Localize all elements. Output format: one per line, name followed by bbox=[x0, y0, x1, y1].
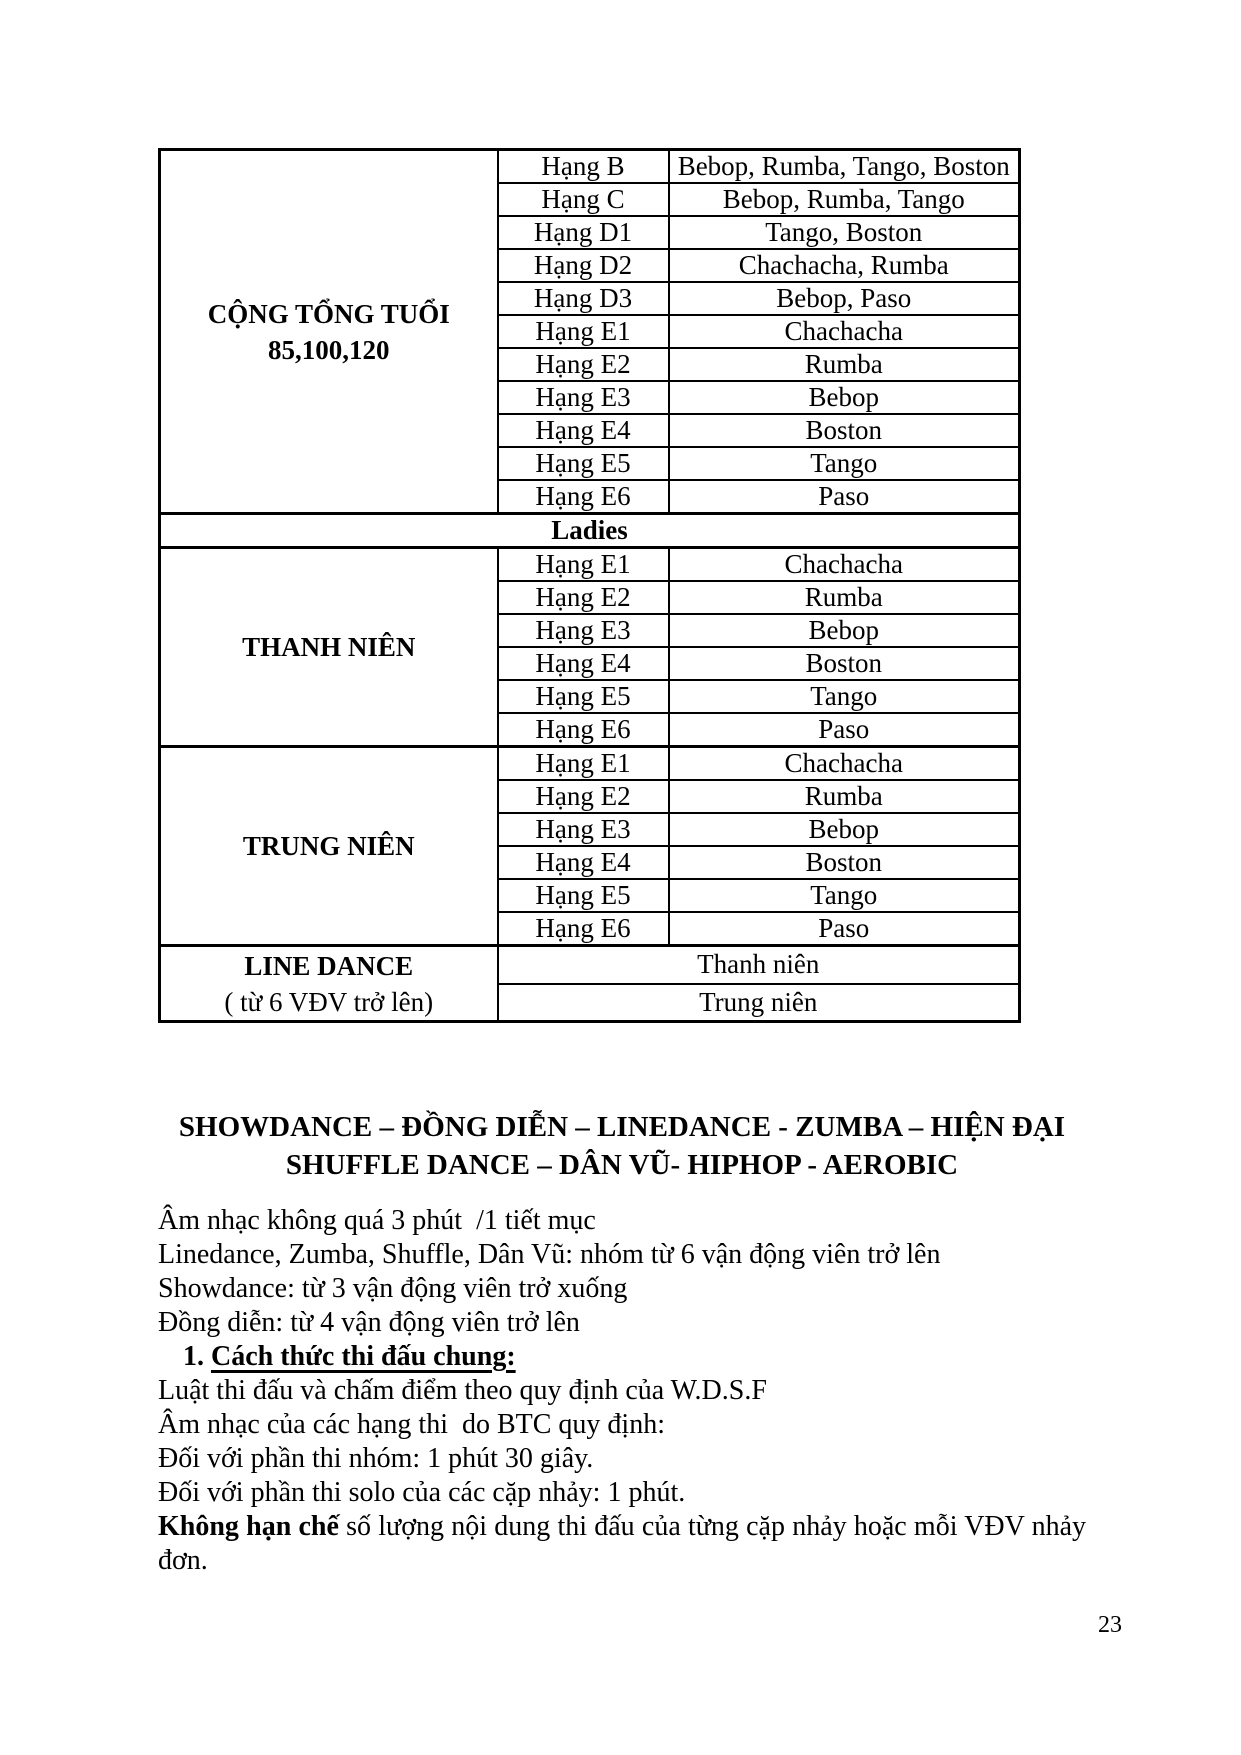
section-label-line: LINE DANCE bbox=[244, 950, 414, 981]
section-label-line: CỘNG TỔNG TUỔI bbox=[207, 298, 450, 329]
dance-categories-table bbox=[158, 148, 1021, 1023]
dances-cell: Chachacha bbox=[669, 747, 1020, 781]
category-cell: Hạng E3 bbox=[498, 614, 669, 647]
dance-table-body bbox=[160, 150, 1020, 1022]
dances-cell: Rumba bbox=[669, 780, 1020, 813]
body-line: Luật thi đấu và chấm điểm theo quy định của W.D.S.F bbox=[158, 1375, 767, 1406]
category-cell: Hạng B bbox=[498, 150, 669, 184]
section-label-cell bbox=[160, 946, 498, 1022]
dances-cell: Tango, Boston bbox=[669, 216, 1020, 249]
category-cell: Hạng E4 bbox=[498, 414, 669, 447]
dances-cell: Bebop, Rumba, Tango bbox=[669, 183, 1020, 216]
dances-cell: Rumba bbox=[669, 581, 1020, 614]
section-label-cell bbox=[160, 150, 498, 514]
final-paragraph-bold-lead: Không hạn chế bbox=[158, 1511, 339, 1542]
category-cell: Hạng E5 bbox=[498, 447, 669, 480]
category-cell: Hạng D2 bbox=[498, 249, 669, 282]
body-line: Đối với phần thi solo của các cặp nhảy: 1 phút. bbox=[158, 1477, 686, 1508]
section-label-line: ( từ 6 VĐV trở lên) bbox=[224, 986, 434, 1017]
section-label-cell bbox=[160, 548, 498, 747]
category-cell: Hạng E6 bbox=[498, 480, 669, 514]
table-row bbox=[160, 150, 1020, 184]
dances-cell: Boston bbox=[669, 414, 1020, 447]
body-line: Linedance, Zumba, Shuffle, Dân Vũ: nhóm từ 6 vận động viên trở lên bbox=[158, 1239, 941, 1270]
table-row bbox=[160, 946, 1020, 984]
dances-cell: Bebop, Rumba, Tango, Boston bbox=[669, 150, 1020, 184]
dances-cell: Boston bbox=[669, 647, 1020, 680]
table-row bbox=[160, 548, 1020, 582]
section-label-line: 85,100,120 bbox=[268, 334, 390, 365]
final-paragraph bbox=[158, 1510, 1093, 1578]
category-cell: Hạng E3 bbox=[498, 813, 669, 846]
dances-cell: Bebop bbox=[669, 614, 1020, 647]
dances-cell: Bebop bbox=[669, 813, 1020, 846]
category-cell: Hạng E2 bbox=[498, 780, 669, 813]
dances-cell: Tango bbox=[669, 447, 1020, 480]
category-cell: Hạng E1 bbox=[498, 747, 669, 781]
dances-cell: Chachacha bbox=[669, 315, 1020, 348]
age-group-cell: Trung niên bbox=[498, 984, 1020, 1022]
dances-cell: Bebop, Paso bbox=[669, 282, 1020, 315]
page-number: 23 bbox=[1098, 1612, 1122, 1638]
heading-line-1: SHOWDANCE – ĐỒNG DIỄN – LINEDANCE - ZUMBA – HIỆN ĐẠI bbox=[178, 1111, 1066, 1143]
body-line: Âm nhạc không quá 3 phút /1 tiết mục bbox=[158, 1205, 596, 1236]
category-cell: Hạng E1 bbox=[498, 548, 669, 582]
dances-cell: Tango bbox=[669, 879, 1020, 912]
numbered-heading bbox=[158, 1340, 1086, 1374]
category-cell: Hạng D1 bbox=[498, 216, 669, 249]
category-cell: Hạng E5 bbox=[498, 879, 669, 912]
dances-cell: Tango bbox=[669, 680, 1020, 713]
section-label-line: TRUNG NIÊN bbox=[242, 831, 415, 861]
heading-number: 1. bbox=[183, 1341, 211, 1372]
category-cell: Hạng C bbox=[498, 183, 669, 216]
dances-cell: Rumba bbox=[669, 348, 1020, 381]
body-line: Âm nhạc của các hạng thi do BTC quy định: bbox=[158, 1409, 665, 1440]
full-width-label-cell: Ladies bbox=[160, 514, 1020, 548]
category-cell: Hạng E6 bbox=[498, 713, 669, 747]
age-group-cell: Thanh niên bbox=[498, 946, 1020, 984]
dances-cell: Paso bbox=[669, 912, 1020, 946]
category-cell: Hạng E6 bbox=[498, 912, 669, 946]
dances-cell: Boston bbox=[669, 846, 1020, 879]
category-cell: Hạng D3 bbox=[498, 282, 669, 315]
category-cell: Hạng E3 bbox=[498, 381, 669, 414]
body-line: Đồng diễn: từ 4 vận động viên trở lên bbox=[158, 1307, 580, 1338]
category-cell: Hạng E2 bbox=[498, 581, 669, 614]
category-cell: Hạng E1 bbox=[498, 315, 669, 348]
section-label-cell bbox=[160, 747, 498, 946]
dances-cell: Chachacha, Rumba bbox=[669, 249, 1020, 282]
category-cell: Hạng E4 bbox=[498, 647, 669, 680]
dances-cell: Chachacha bbox=[669, 548, 1020, 582]
heading-line-2: SHUFFLE DANCE – DÂN VŨ- HIPHOP - AEROBIC bbox=[285, 1149, 959, 1181]
table-row bbox=[160, 747, 1020, 781]
table-row bbox=[160, 514, 1020, 548]
dances-cell: Paso bbox=[669, 480, 1020, 514]
category-cell: Hạng E2 bbox=[498, 348, 669, 381]
section-heading bbox=[158, 1108, 1086, 1184]
dances-cell: Bebop bbox=[669, 381, 1020, 414]
category-cell: Hạng E4 bbox=[498, 846, 669, 879]
body-text bbox=[158, 1204, 1093, 1578]
dances-cell: Paso bbox=[669, 713, 1020, 747]
category-cell: Hạng E5 bbox=[498, 680, 669, 713]
final-paragraph-rest: số lượng nội dung thi đấu của từng cặp nhảy hoặc mỗi VĐV nhảy đơn. bbox=[158, 1511, 1093, 1576]
heading-underlined-text: Cách thức thi đấu chung: bbox=[211, 1341, 516, 1372]
body-line: Showdance: từ 3 vận động viên trở xuống bbox=[158, 1273, 628, 1304]
section-label-line: THANH NIÊN bbox=[242, 632, 416, 662]
body-line: Đối với phần thi nhóm: 1 phút 30 giây. bbox=[158, 1443, 594, 1474]
